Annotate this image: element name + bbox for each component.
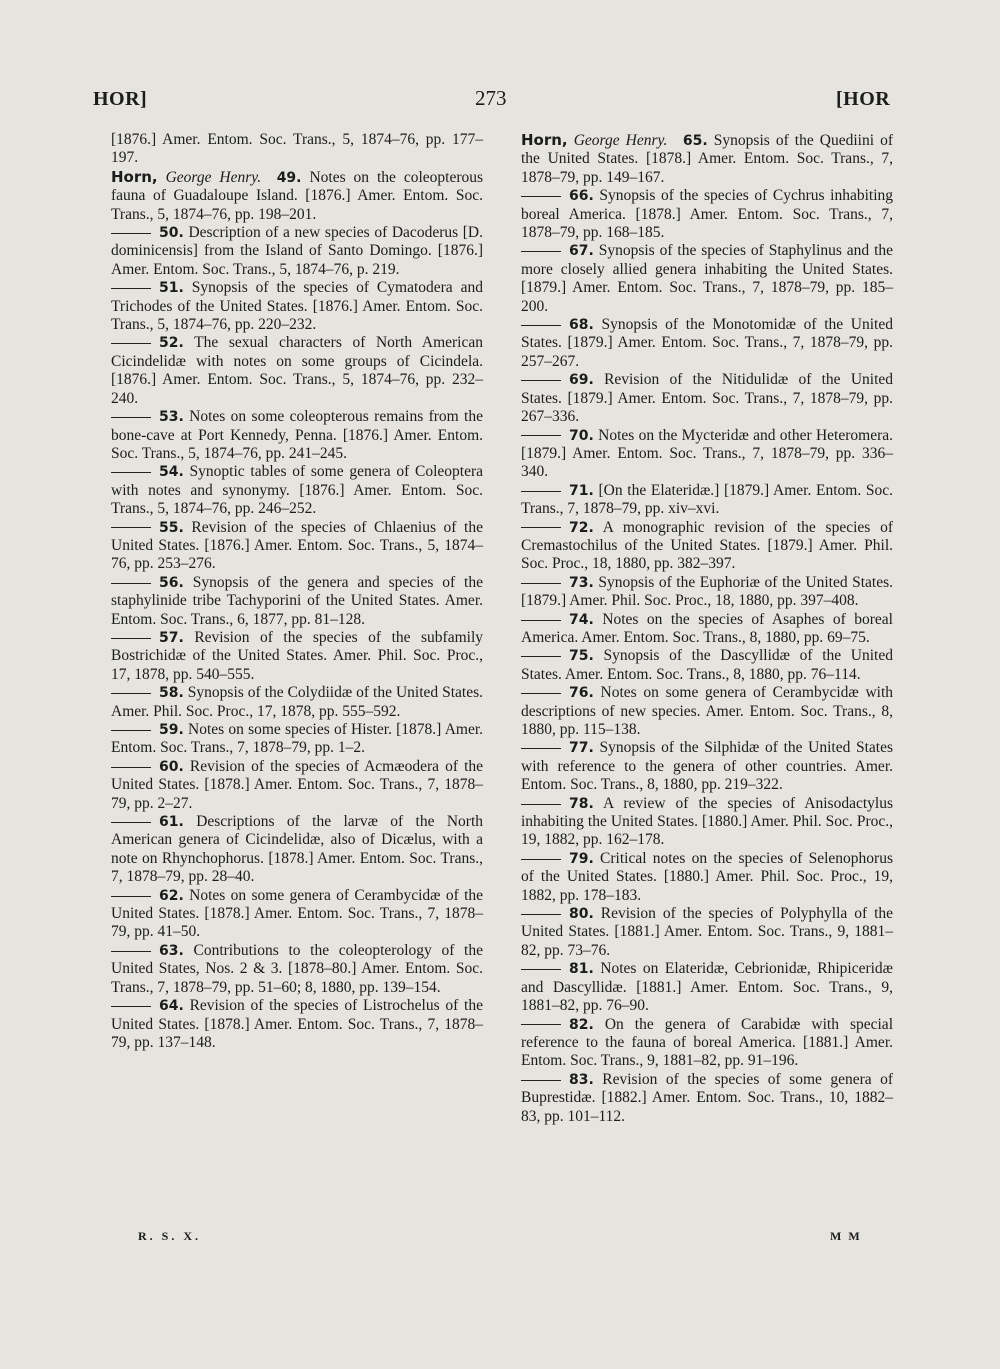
- ditto-dash: [111, 767, 151, 768]
- catalogue-entry: [521, 427, 893, 482]
- catalogue-entry: [111, 131, 483, 168]
- catalogue-entry: [521, 960, 893, 1015]
- running-head-right: [HOR: [836, 88, 891, 110]
- ditto-dash: [111, 693, 151, 694]
- entry-text: Revision of the species of some genera of Buprestidæ. [1882.] Amer. Entom. Soc. Trans., 10, 1882–83, pp. 101–112.: [521, 1070, 893, 1125]
- catalogue-entry: [521, 905, 893, 960]
- catalogue-entry: [111, 463, 483, 518]
- ditto-dash: [111, 472, 151, 473]
- ditto-dash: [111, 527, 151, 528]
- entry-number: 77.: [569, 740, 594, 757]
- entry-text: Notes on the Mycteridæ and other Heteromera. [1879.] Amer. Entom. Soc. Trans., 7, 1878–79, pp. 336–340.: [521, 426, 893, 481]
- entry-number: 49.: [276, 169, 302, 186]
- catalogue-entry: [521, 574, 893, 611]
- ditto-dash: [111, 233, 151, 234]
- ditto-dash: [521, 1080, 561, 1081]
- ditto-dash: [111, 1006, 151, 1007]
- ditto-dash: [521, 251, 561, 252]
- ditto-dash: [521, 804, 561, 805]
- entry-text: Descriptions of the larvæ of the North American genera of Cicindelidæ, also of Dicælus, with a note on Rhynchophorus. [1878.] Amer. Entom. Soc. Trans., 7, 1878–79, pp. 28–40.: [111, 813, 484, 886]
- gathering-mark: M M: [830, 1229, 862, 1243]
- entry-number: 73.: [569, 574, 594, 591]
- catalogue-entry: [521, 519, 893, 574]
- entry-number: 72.: [569, 519, 594, 536]
- ditto-dash: [521, 914, 561, 915]
- catalogue-entry: [521, 187, 893, 242]
- catalogue-entry: [521, 131, 893, 187]
- right-column: [521, 131, 893, 1126]
- left-column: [111, 131, 483, 1052]
- catalogue-entry: [521, 242, 893, 316]
- entry-number: 83.: [569, 1071, 594, 1088]
- ditto-dash: [111, 638, 151, 639]
- entry-text: Notes on Elateridæ, Cebrionidæ, Rhipiceridæ and Dascyllidæ. [1881.] Amer. Entom. Soc. Trans., 9, 1881–82, pp. 76–90.: [521, 960, 894, 1015]
- ditto-dash: [521, 435, 561, 436]
- entry-text: Notes on the coleopterous fauna of Guadaloupe Island. [1876.] Amer. Entom. Soc. Trans., 5, 1874–76, pp. 198–201.: [111, 168, 484, 223]
- entry-text: Revision of the species of Chlaenius of the United States. [1876.] Amer. Entom. Soc. Trans., 5, 1874–76, pp. 253–276.: [111, 518, 483, 573]
- page-number: 273: [475, 86, 507, 110]
- entry-text: Critical notes on the species of Selenophorus of the United States. [1880.] Amer. Phil. Soc. Proc., 19, 1882, pp. 178–183.: [521, 849, 893, 904]
- entry-number: 63.: [159, 942, 184, 959]
- ditto-dash: [111, 896, 151, 897]
- ditto-dash: [521, 693, 561, 694]
- catalogue-entry: [111, 519, 483, 574]
- author-surname: Horn,: [521, 131, 568, 149]
- entry-number: 82.: [569, 1016, 594, 1033]
- entry-number: 59.: [159, 722, 184, 738]
- author-given-names: George Henry.: [165, 168, 262, 186]
- entry-text: Notes on the species of Asaphes of boreal America. Amer. Entom. Soc. Trans., 8, 1880, pp. 69–75.: [521, 610, 893, 646]
- catalogue-entry: [111, 168, 483, 224]
- entry-number: 80.: [569, 906, 594, 923]
- catalogue-entry: [111, 758, 483, 813]
- catalogue-entry: [521, 1016, 893, 1071]
- catalogue-entry: [111, 279, 483, 334]
- catalogue-entry: [111, 574, 483, 629]
- entry-number: 55.: [159, 519, 184, 536]
- catalogue-entry: [111, 629, 483, 684]
- ditto-dash: [111, 417, 151, 418]
- entry-number: 74.: [569, 611, 594, 628]
- ditto-dash: [521, 1024, 561, 1025]
- author-given-names: George Henry.: [573, 132, 668, 149]
- entry-text: The sexual characters of North American Cicindelidæ with notes on some groups of Cicindela. [1876.] Amer. Entom. Soc. Trans., 5, 1874–76, pp. 232–240.: [111, 334, 483, 407]
- entry-number: 68.: [569, 317, 594, 334]
- catalogue-entry: [521, 647, 893, 684]
- ditto-dash: [111, 951, 151, 952]
- entry-number: 66.: [569, 188, 594, 205]
- entry-number: 65.: [682, 133, 708, 149]
- ditto-dash: [111, 583, 151, 584]
- entry-number: 64.: [159, 998, 184, 1015]
- entry-number: 70.: [569, 427, 594, 444]
- entry-text: Notes on some species of Hister. [1878.] Amer. Entom. Soc. Trans., 7, 1878–79, pp. 1–2.: [111, 721, 484, 757]
- entry-text: [1876.] Amer. Entom. Soc. Trans., 5, 1874–76, pp. 177–197.: [111, 131, 483, 167]
- entry-text: Synopsis of the species of Cymatodera and Trichodes of the United States. [1876.] Amer. Entom. Soc. Trans., 5, 1874–76, pp. 220–232.: [111, 279, 484, 334]
- catalogue-entry: [111, 334, 483, 408]
- entry-text: Revision of the Nitidulidæ of the United States. [1879.] Amer. Entom. Soc. Trans., 7, 1878–79, pp. 267–336.: [521, 371, 894, 426]
- entry-text: A review of the species of Anisodactylus inhabiting the United States. [1880.] Amer. Phil. Soc. Proc., 19, 1882, pp. 162–178.: [521, 794, 893, 849]
- entry-text: Synopsis of the Silphidæ of the United States with reference to the genera of other countries. Amer. Entom. Soc. Trans., 8, 1880, pp. 219–322.: [521, 739, 894, 794]
- catalogue-entry: [111, 942, 483, 997]
- ditto-dash: [111, 730, 151, 731]
- running-head-left: HOR]: [93, 88, 148, 110]
- entry-text: On the genera of Carabidæ with special reference to the fauna of boreal America. [1881.] Amer. Entom. Soc. Trans., 9, 1881–82, pp. 91–196.: [521, 1015, 893, 1070]
- entry-text: Notes on some genera of Cerambycidæ of the United States. [1878.] Amer. Entom. Soc. Trans., 7, 1878–79, pp. 41–50.: [111, 886, 484, 941]
- entry-number: 81.: [569, 961, 594, 978]
- ditto-dash: [111, 343, 151, 344]
- catalogue-entry: [111, 813, 483, 887]
- ditto-dash: [521, 656, 561, 657]
- ditto-dash: [521, 620, 561, 621]
- entry-text: Notes on some coleopterous remains from the bone-cave at Port Kennedy, Penna. [1876.] Amer. Entom. Soc. Trans., 5, 1874–76, pp. 241–245.: [111, 408, 483, 462]
- entry-text: Synopsis of the genera and species of the staphylinide tribe Tachyporini of the United States. Amer. Entom. Soc. Trans., 6, 1877, pp. 81–128.: [111, 573, 483, 628]
- catalogue-entry: [111, 721, 483, 758]
- entry-number: 69.: [569, 372, 594, 389]
- entry-text: Synopsis of the Quediini of the United States. [1878.] Amer. Entom. Soc. Trans., 7, 1878–79, pp. 149–167.: [521, 132, 894, 186]
- entry-text: Synoptic tables of some genera of Coleoptera with notes and synonymy. [1876.] Amer. Entom. Soc. Trans., 5, 1874–76, pp. 246–252.: [111, 463, 483, 518]
- catalogue-entry: [111, 887, 483, 942]
- entry-number: 67.: [569, 243, 594, 260]
- entry-number: 78.: [569, 795, 594, 812]
- entry-number: 51.: [159, 280, 184, 297]
- catalogue-entry: [111, 997, 483, 1052]
- entry-text: Revision of the species of Acmæodera of the United States. [1878.] Amer. Entom. Soc. Trans., 7, 1878–79, pp. 2–27.: [111, 757, 484, 812]
- signature-mark: R. S. X.: [138, 1229, 202, 1243]
- entry-number: 79.: [569, 850, 594, 867]
- entry-text: Synopsis of the Colydiidæ of the United States. Amer. Phil. Soc. Proc., 17, 1878, pp. 555–592.: [111, 684, 484, 720]
- catalogue-entry: [521, 684, 893, 739]
- entry-text: Revision of the species of the subfamily Bostrichidæ of the United States. Amer. Phil. Soc. Proc., 17, 1878, pp. 540–555.: [111, 628, 484, 683]
- entry-number: 58.: [159, 685, 184, 702]
- entry-text: A monographic revision of the species of Cremastochilus of the United States. [1879.] Amer. Phil. Soc. Proc., 18, 1880, pp. 382–397.: [521, 518, 894, 573]
- ditto-dash: [521, 325, 561, 326]
- ditto-dash: [521, 859, 561, 860]
- ditto-dash: [111, 288, 151, 289]
- catalogue-entry: [111, 684, 483, 721]
- ditto-dash: [521, 583, 561, 584]
- entry-number: 71.: [569, 482, 594, 499]
- catalogue-entry: [521, 850, 893, 905]
- entry-number: 75.: [569, 648, 594, 665]
- entry-text: Synopsis of the Dascyllidæ of the United States. Amer. Entom. Soc. Trans., 8, 1880, pp. 76–114.: [521, 647, 893, 683]
- entry-text: Synopsis of the Monotomidæ of the United States. [1879.] Amer. Entom. Soc. Trans., 7, 1878–79, pp. 257–267.: [521, 316, 893, 370]
- entry-number: 60.: [159, 758, 184, 775]
- author-surname: Horn,: [111, 167, 158, 186]
- ditto-dash: [521, 969, 561, 970]
- ditto-dash: [111, 822, 151, 823]
- catalogue-entry: [111, 224, 483, 279]
- entry-text: [On the Elateridæ.] [1879.] Amer. Entom. Soc. Trans., 7, 1878–79, pp. xiv–xvi.: [521, 481, 894, 518]
- catalogue-entry: [521, 611, 893, 648]
- entry-number: 62.: [159, 887, 184, 904]
- catalogue-entry: [521, 1071, 893, 1126]
- entry-number: 52.: [159, 335, 184, 352]
- entry-text: Revision of the species of Polyphylla of the United States. [1881.] Amer. Entom. Soc. Trans., 9, 1881–82, pp. 73–76.: [521, 905, 894, 959]
- entry-text: Revision of the species of Listrochelus of the United States. [1878.] Amer. Entom. Soc. Trans., 7, 1878–79, pp. 137–148.: [111, 997, 483, 1051]
- ditto-dash: [521, 380, 561, 381]
- entry-text: Contributions to the coleopterology of the United States, Nos. 2 & 3. [1878–80.] Amer. Entom. Soc. Trans., 7, 1878–79, pp. 51–60; 8, 1880, pp. 139–154.: [111, 941, 483, 996]
- catalogue-entry: [521, 482, 893, 519]
- entry-number: 61.: [159, 814, 184, 831]
- entry-text: Notes on some genera of Cerambycidæ with descriptions of new species. Amer. Entom. Soc. Trans., 8, 1880, pp. 115–138.: [521, 684, 894, 738]
- ditto-dash: [521, 196, 561, 197]
- catalogue-entry: [521, 739, 893, 794]
- catalogue-entry: [521, 795, 893, 850]
- catalogue-entry: [521, 371, 893, 426]
- entry-number: 54.: [159, 464, 184, 481]
- entry-number: 53.: [159, 409, 184, 426]
- entry-text: Synopsis of the species of Staphylinus and the more closely allied genera inhabiting the United States. [1879.] Amer. Entom. Soc. Trans., 7, 1878–79, pp. 185–200.: [521, 242, 894, 315]
- entry-number: 57.: [159, 629, 184, 646]
- entry-text: Synopsis of the species of Cychrus inhabiting boreal America. [1878.] Amer. Entom. Soc. Trans., 7, 1878–79, pp. 168–185.: [521, 187, 893, 242]
- catalogue-entry: [111, 408, 483, 463]
- entry-text: Synopsis of the Euphoriæ of the United States. [1879.] Amer. Phil. Soc. Proc., 18, 1880, pp. 397–408.: [521, 573, 894, 610]
- entry-number: 76.: [569, 685, 594, 702]
- entry-number: 56.: [159, 574, 184, 591]
- catalogue-entry: [521, 316, 893, 371]
- ditto-dash: [521, 748, 561, 749]
- entry-number: 50.: [159, 225, 184, 242]
- ditto-dash: [521, 527, 561, 528]
- ditto-dash: [521, 491, 561, 492]
- entry-text: Description of a new species of Dacoderus [D. dominicensis] from the Island of Santo Domingo. [1876.] Amer. Entom. Soc. Trans., 5, 1874–76, p. 219.: [111, 224, 484, 278]
